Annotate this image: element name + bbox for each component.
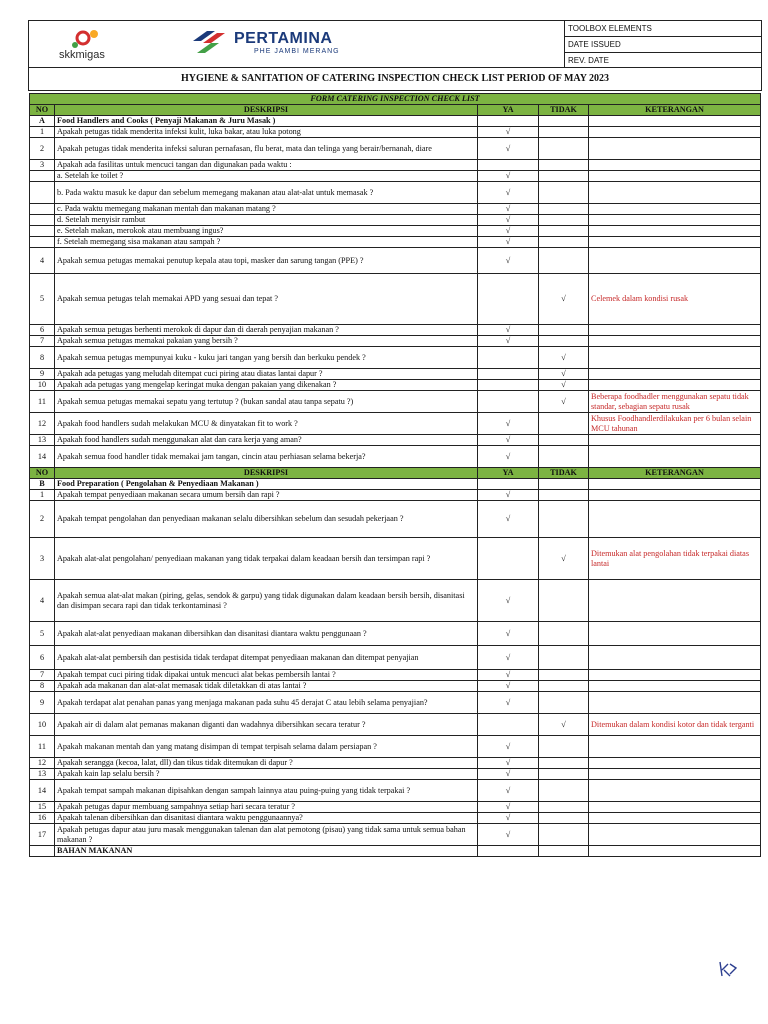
table-row — [30, 413, 761, 435]
section-title: Food Preparation ( Pengolahan & Penyediaan Makanan ) — [55, 479, 478, 490]
table-row — [30, 138, 761, 160]
header-top — [29, 21, 761, 68]
ya-check-cell: √ — [478, 692, 539, 714]
table-row — [30, 182, 761, 204]
item-no: 10 — [30, 714, 55, 736]
tidak-check-cell: √ — [539, 538, 589, 580]
item-no: 9 — [30, 692, 55, 714]
item-description: Apakah semua petugas memakai penutup kepala atau topi, masker dan sarung tangan (PPE) ? — [55, 248, 478, 274]
footer-ket-cell — [589, 846, 761, 857]
item-description: Apakah tempat cuci piring tidak dipakai untuk mencuci alat bekas pembersih lantai ? — [55, 670, 478, 681]
meta-date-issued: DATE ISSUED — [565, 37, 761, 53]
item-description: Apakah ada petugas yang mengelap keringat muka dengan pakaian yang dikenakan ? — [55, 380, 478, 391]
table-row — [30, 692, 761, 714]
item-description: Apakah alat-alat pembersih dan pestisida tidak terdapat ditempat penyediaan makanan dan ditempat penyajian — [55, 646, 478, 670]
item-no: 4 — [30, 248, 55, 274]
skkmigas-logo-text: skkmigas — [59, 49, 105, 61]
ya-check-cell: √ — [478, 646, 539, 670]
tidak-check-cell — [539, 138, 589, 160]
ya-check-cell: √ — [478, 813, 539, 824]
tidak-check-cell — [539, 160, 589, 171]
keterangan-cell — [589, 160, 761, 171]
keterangan-cell — [589, 758, 761, 769]
tidak-check-cell — [539, 127, 589, 138]
section-header-row — [30, 116, 761, 127]
item-no — [30, 226, 55, 237]
ya-check-cell: √ — [478, 736, 539, 758]
meta-rev-date: REV. DATE — [568, 56, 609, 65]
section-tidak-cell — [539, 479, 589, 490]
item-description: Apakah ada fasilitas untuk mencuci tangan dan digunakan pada waktu : — [55, 160, 478, 171]
col-header-ya: YA — [478, 105, 539, 116]
item-no: 13 — [30, 435, 55, 446]
item-description: Apakah petugas dapur atau juru masak menggunakan talenan dan alat pemotong (pisau) yang tidak sama untuk semua bahan makanan ? — [55, 824, 478, 846]
keterangan-cell — [589, 824, 761, 846]
item-no — [30, 171, 55, 182]
tidak-check-cell — [539, 646, 589, 670]
item-description: Apakah petugas tidak menderita infeksi kulit, luka bakar, atau luka potong — [55, 127, 478, 138]
ya-check-cell: √ — [478, 501, 539, 538]
tidak-check-cell — [539, 248, 589, 274]
table-row — [30, 681, 761, 692]
ya-check-cell: √ — [478, 413, 539, 435]
keterangan-cell — [589, 237, 761, 248]
tidak-check-cell — [539, 226, 589, 237]
keterangan-cell — [589, 369, 761, 380]
tidak-check-cell: √ — [539, 714, 589, 736]
section-tidak-cell — [539, 116, 589, 127]
keterangan-cell — [589, 622, 761, 646]
table-row — [30, 391, 761, 413]
ya-check-cell: √ — [478, 204, 539, 215]
ya-check-cell — [478, 160, 539, 171]
table-row — [30, 380, 761, 391]
ya-check-cell: √ — [478, 670, 539, 681]
footer-no-cell — [30, 846, 55, 857]
tidak-check-cell — [539, 670, 589, 681]
ya-check-cell: √ — [478, 237, 539, 248]
item-description: Apakah semua petugas berhenti merokok di dapur dan di daerah penyajian makanan ? — [55, 325, 478, 336]
form-title: FORM CATERING INSPECTION CHECK LIST — [30, 94, 761, 105]
tidak-check-cell — [539, 413, 589, 435]
ya-check-cell: √ — [478, 226, 539, 237]
item-description: Apakah alat-alat pengolahan/ penyediaan makanan yang tidak terpakai dalam keadaan bersih dan tersimpan rapi ? — [55, 538, 478, 580]
tidak-check-cell — [539, 802, 589, 813]
item-no: 13 — [30, 769, 55, 780]
table-row — [30, 336, 761, 347]
footer-ya-cell — [478, 846, 539, 857]
col-header-keterangan: KETERANGAN — [589, 468, 761, 479]
table-row — [30, 538, 761, 580]
ya-check-cell: √ — [478, 580, 539, 622]
tidak-check-cell — [539, 325, 589, 336]
section-ya-cell — [478, 116, 539, 127]
keterangan-cell: Celemek dalam kondisi rusak — [589, 274, 761, 325]
item-description: b. Pada waktu masuk ke dapur dan sebelum memegang makanan atau alat-alat untuk memasak ? — [55, 182, 478, 204]
ya-check-cell: √ — [478, 325, 539, 336]
keterangan-cell — [589, 127, 761, 138]
tidak-check-cell — [539, 501, 589, 538]
item-description: Apakah petugas dapur membuang sampahnya setiap hari secara teratur ? — [55, 802, 478, 813]
tidak-check-cell: √ — [539, 391, 589, 413]
table-row — [30, 160, 761, 171]
item-no: 6 — [30, 646, 55, 670]
ya-check-cell: √ — [478, 446, 539, 468]
checklist-body — [30, 94, 761, 857]
item-no: 8 — [30, 681, 55, 692]
item-description: Apakah tempat pengolahan dan penyediaan makanan selalu dibersihkan sebelum dan sesudah pekerjaan ? — [55, 501, 478, 538]
item-no: 7 — [30, 336, 55, 347]
tidak-check-cell — [539, 681, 589, 692]
keterangan-cell — [589, 380, 761, 391]
tidak-check-cell — [539, 736, 589, 758]
tidak-check-cell — [539, 692, 589, 714]
item-no — [30, 237, 55, 248]
item-description: Apakah serangga (kecoa, lalat, dll) dan tikus tidak ditemukan di dapur ? — [55, 758, 478, 769]
section-ket-cell — [589, 479, 761, 490]
section-no: B — [30, 479, 55, 490]
table-row — [30, 501, 761, 538]
ya-check-cell: √ — [478, 138, 539, 160]
pertamina-logo-subtext: PHE JAMBI MERANG — [254, 48, 340, 55]
item-description: Apakah semua food handler tidak memakai jam tangan, cincin atau perhiasan selama bekerja? — [55, 446, 478, 468]
keterangan-cell: Ditemukan alat pengolahan tidak terpakai diatas lantai — [589, 538, 761, 580]
tidak-check-cell — [539, 490, 589, 501]
item-description: Apakah semua petugas mempunyai kuku - kuku jari tangan yang bersih dan berkuku pendek ? — [55, 347, 478, 369]
tidak-check-cell — [539, 204, 589, 215]
table-row — [30, 325, 761, 336]
keterangan-cell — [589, 769, 761, 780]
keterangan-cell — [589, 182, 761, 204]
table-row — [30, 446, 761, 468]
footer-bahan-makanan: BAHAN MAKANAN — [55, 846, 478, 857]
checklist-table — [29, 93, 761, 857]
item-description: Apakah alat-alat penyediaan makanan dibersihkan dan disanitasi diantara waktu penggunaan ? — [55, 622, 478, 646]
item-description: Apakah ada petugas yang meludah ditempat cuci piring atau diatas lantai dapur ? — [55, 369, 478, 380]
col-header-deskripsi: DESKRIPSI — [55, 468, 478, 479]
table-row — [30, 813, 761, 824]
footer-tidak-cell — [539, 846, 589, 857]
ya-check-cell — [478, 369, 539, 380]
keterangan-cell — [589, 215, 761, 226]
item-description: Apakah kain lap selalu bersih ? — [55, 769, 478, 780]
keterangan-cell — [589, 692, 761, 714]
ya-check-cell: √ — [478, 336, 539, 347]
table-row — [30, 127, 761, 138]
keterangan-cell — [589, 780, 761, 802]
item-no: 16 — [30, 813, 55, 824]
item-description: d. Setelah menyisir rambut — [55, 215, 478, 226]
tidak-check-cell: √ — [539, 274, 589, 325]
table-row — [30, 769, 761, 780]
keterangan-cell — [589, 802, 761, 813]
keterangan-cell — [589, 138, 761, 160]
document-meta — [564, 21, 761, 67]
item-description: c. Pada waktu memegang makanan mentah dan makanan matang ? — [55, 204, 478, 215]
ya-check-cell — [478, 380, 539, 391]
item-no: 2 — [30, 501, 55, 538]
section-ya-cell — [478, 479, 539, 490]
item-no: 8 — [30, 347, 55, 369]
tidak-check-cell — [539, 824, 589, 846]
table-row — [30, 758, 761, 769]
item-description: Apakah makanan mentah dan yang matang disimpan di tempat terpisah selama dalam persiapan ? — [55, 736, 478, 758]
item-no: 14 — [30, 780, 55, 802]
ya-check-cell: √ — [478, 182, 539, 204]
table-row — [30, 347, 761, 369]
item-description: e. Setelah makan, merokok atau membuang ingus? — [55, 226, 478, 237]
tidak-check-cell — [539, 769, 589, 780]
keterangan-cell — [589, 681, 761, 692]
item-no: 4 — [30, 580, 55, 622]
meta-toolbox-elements: TOOLBOX ELEMENTS — [565, 21, 761, 37]
keterangan-cell — [589, 248, 761, 274]
item-no: 11 — [30, 391, 55, 413]
keterangan-cell — [589, 171, 761, 182]
section-title: Food Handlers and Cooks ( Penyaji Makanan & Juru Masak ) — [55, 116, 478, 127]
ya-check-cell — [478, 391, 539, 413]
ya-check-cell — [478, 347, 539, 369]
tidak-check-cell — [539, 182, 589, 204]
item-description: Apakah food handlers sudah melakukan MCU & dinyatakan fit to work ? — [55, 413, 478, 435]
keterangan-cell — [589, 435, 761, 446]
keterangan-cell: Ditemukan dalam kondisi kotor dan tidak terganti — [589, 714, 761, 736]
item-no: 11 — [30, 736, 55, 758]
ya-check-cell: √ — [478, 758, 539, 769]
signature-initials — [716, 958, 740, 980]
tidak-check-cell: √ — [539, 369, 589, 380]
table-row — [30, 646, 761, 670]
keterangan-cell — [589, 490, 761, 501]
item-description: f. Setelah memegang sisa makanan atau sampah ? — [55, 237, 478, 248]
keterangan-cell — [589, 347, 761, 369]
ya-check-cell: √ — [478, 769, 539, 780]
tidak-check-cell — [539, 813, 589, 824]
tidak-check-cell — [539, 580, 589, 622]
tidak-check-cell — [539, 215, 589, 226]
item-description: Apakah semua petugas memakai sepatu yang tertutup ? (bukan sandal atau tanpa sepatu ?) — [55, 391, 478, 413]
item-no: 1 — [30, 490, 55, 501]
table-row — [30, 622, 761, 646]
ya-check-cell: √ — [478, 171, 539, 182]
item-description: Apakah ada makanan dan alat-alat memasak tidak diletakkan di atas lantai ? — [55, 681, 478, 692]
form-title-row — [30, 94, 761, 105]
item-no: 12 — [30, 413, 55, 435]
keterangan-cell — [589, 670, 761, 681]
column-header-row — [30, 105, 761, 116]
item-description: Apakah semua petugas memakai pakaian yang bersih ? — [55, 336, 478, 347]
item-no — [30, 204, 55, 215]
ya-check-cell: √ — [478, 435, 539, 446]
col-header-ya: YA — [478, 468, 539, 479]
ya-check-cell: √ — [478, 490, 539, 501]
item-no: 2 — [30, 138, 55, 160]
col-header-tidak: TIDAK — [539, 468, 589, 479]
table-row — [30, 714, 761, 736]
pertamina-logo-text: PERTAMINA — [234, 30, 333, 47]
item-no: 15 — [30, 802, 55, 813]
item-no: 17 — [30, 824, 55, 846]
document-title: HYGIENE & SANITATION OF CATERING INSPECTION CHECK LIST PERIOD OF MAY 2023 — [180, 73, 610, 84]
ya-check-cell — [478, 274, 539, 325]
keterangan-cell — [589, 336, 761, 347]
keterangan-cell — [589, 736, 761, 758]
item-description: Apakah tempat penyediaan makanan secara umum bersih dan rapi ? — [55, 490, 478, 501]
keterangan-cell — [589, 580, 761, 622]
table-row — [30, 435, 761, 446]
item-no: 1 — [30, 127, 55, 138]
table-row — [30, 824, 761, 846]
item-description: Apakah semua petugas telah memakai APD yang sesuai dan tepat ? — [55, 274, 478, 325]
section-no: A — [30, 116, 55, 127]
table-row — [30, 736, 761, 758]
ya-check-cell: √ — [478, 681, 539, 692]
table-row — [30, 580, 761, 622]
item-no: 3 — [30, 160, 55, 171]
item-no — [30, 215, 55, 226]
ya-check-cell: √ — [478, 780, 539, 802]
table-row — [30, 215, 761, 226]
table-row — [30, 248, 761, 274]
tidak-check-cell — [539, 780, 589, 802]
item-description: a. Setelah ke toilet ? — [55, 171, 478, 182]
item-no: 3 — [30, 538, 55, 580]
table-row — [30, 226, 761, 237]
ya-check-cell — [478, 714, 539, 736]
keterangan-cell — [589, 204, 761, 215]
footer-row — [30, 846, 761, 857]
section-ket-cell — [589, 116, 761, 127]
keterangan-cell — [589, 325, 761, 336]
keterangan-cell: Beberapa foodhadler menggunakan sepatu tidak standar, sebagian sepatu rusak — [589, 391, 761, 413]
document-header — [28, 20, 762, 91]
section-header-row — [30, 479, 761, 490]
ya-check-cell: √ — [478, 824, 539, 846]
logo-area — [29, 21, 564, 67]
item-description: Apakah talenan dibersihkan dan disanitasi diantara waktu penggunaannya? — [55, 813, 478, 824]
keterangan-cell — [589, 646, 761, 670]
tidak-check-cell — [539, 435, 589, 446]
item-no: 9 — [30, 369, 55, 380]
table-row — [30, 237, 761, 248]
table-row — [30, 171, 761, 182]
item-description: Apakah tempat sampah makanan dipisahkan dengan sampah lainnya atau puing-puing yang tidak terpakai ? — [55, 780, 478, 802]
table-row — [30, 274, 761, 325]
table-row — [30, 802, 761, 813]
table-row — [30, 490, 761, 501]
ya-check-cell: √ — [478, 248, 539, 274]
keterangan-cell — [589, 226, 761, 237]
table-row — [30, 204, 761, 215]
table-row — [30, 369, 761, 380]
item-description: Apakah semua alat-alat makan (piring, gelas, sendok & garpu) yang tidak digunakan dalam keadaan bersih bersih, disanitasi dan disimpan secara rapi dan tidak terkontaminasi ? — [55, 580, 478, 622]
keterangan-cell: Khusus Foodhandlerdilakukan per 6 bulan selain MCU tahunan — [589, 413, 761, 435]
item-no: 7 — [30, 670, 55, 681]
ya-check-cell — [478, 538, 539, 580]
keterangan-cell — [589, 501, 761, 538]
tidak-check-cell — [539, 622, 589, 646]
keterangan-cell — [589, 446, 761, 468]
ya-check-cell: √ — [478, 802, 539, 813]
item-description: Apakah terdapat alat penahan panas yang menjaga makanan pada suhu 45 derajat C atau lebih selama penyajian? — [55, 692, 478, 714]
ya-check-cell: √ — [478, 622, 539, 646]
item-description: Apakah food handlers sudah menggunakan alat dan cara kerja yang aman? — [55, 435, 478, 446]
col-header-keterangan: KETERANGAN — [589, 105, 761, 116]
item-no: 5 — [30, 274, 55, 325]
col-header-no: NO — [30, 468, 55, 479]
item-no: 5 — [30, 622, 55, 646]
ya-check-cell: √ — [478, 127, 539, 138]
item-no: 6 — [30, 325, 55, 336]
tidak-check-cell — [539, 336, 589, 347]
tidak-check-cell — [539, 237, 589, 248]
item-description: Apakah petugas tidak menderita infeksi saluran pernafasan, flu berat, mata dan telinga yang berair/bernanah, diare — [55, 138, 478, 160]
col-header-deskripsi: DESKRIPSI — [55, 105, 478, 116]
tidak-check-cell — [539, 758, 589, 769]
tidak-check-cell: √ — [539, 380, 589, 391]
tidak-check-cell — [539, 446, 589, 468]
tidak-check-cell — [539, 171, 589, 182]
keterangan-cell — [589, 813, 761, 824]
item-no — [30, 182, 55, 204]
col-header-no: NO — [30, 105, 55, 116]
table-row — [30, 670, 761, 681]
ya-check-cell: √ — [478, 215, 539, 226]
item-no: 10 — [30, 380, 55, 391]
item-no: 14 — [30, 446, 55, 468]
tidak-check-cell: √ — [539, 347, 589, 369]
pertamina-logo-icon — [189, 27, 229, 57]
table-row — [30, 780, 761, 802]
column-header-row — [30, 468, 761, 479]
item-description: Apakah air di dalam alat pemanas makanan diganti dan wadahnya dibersihkan secara teratur ? — [55, 714, 478, 736]
item-no: 12 — [30, 758, 55, 769]
col-header-tidak: TIDAK — [539, 105, 589, 116]
